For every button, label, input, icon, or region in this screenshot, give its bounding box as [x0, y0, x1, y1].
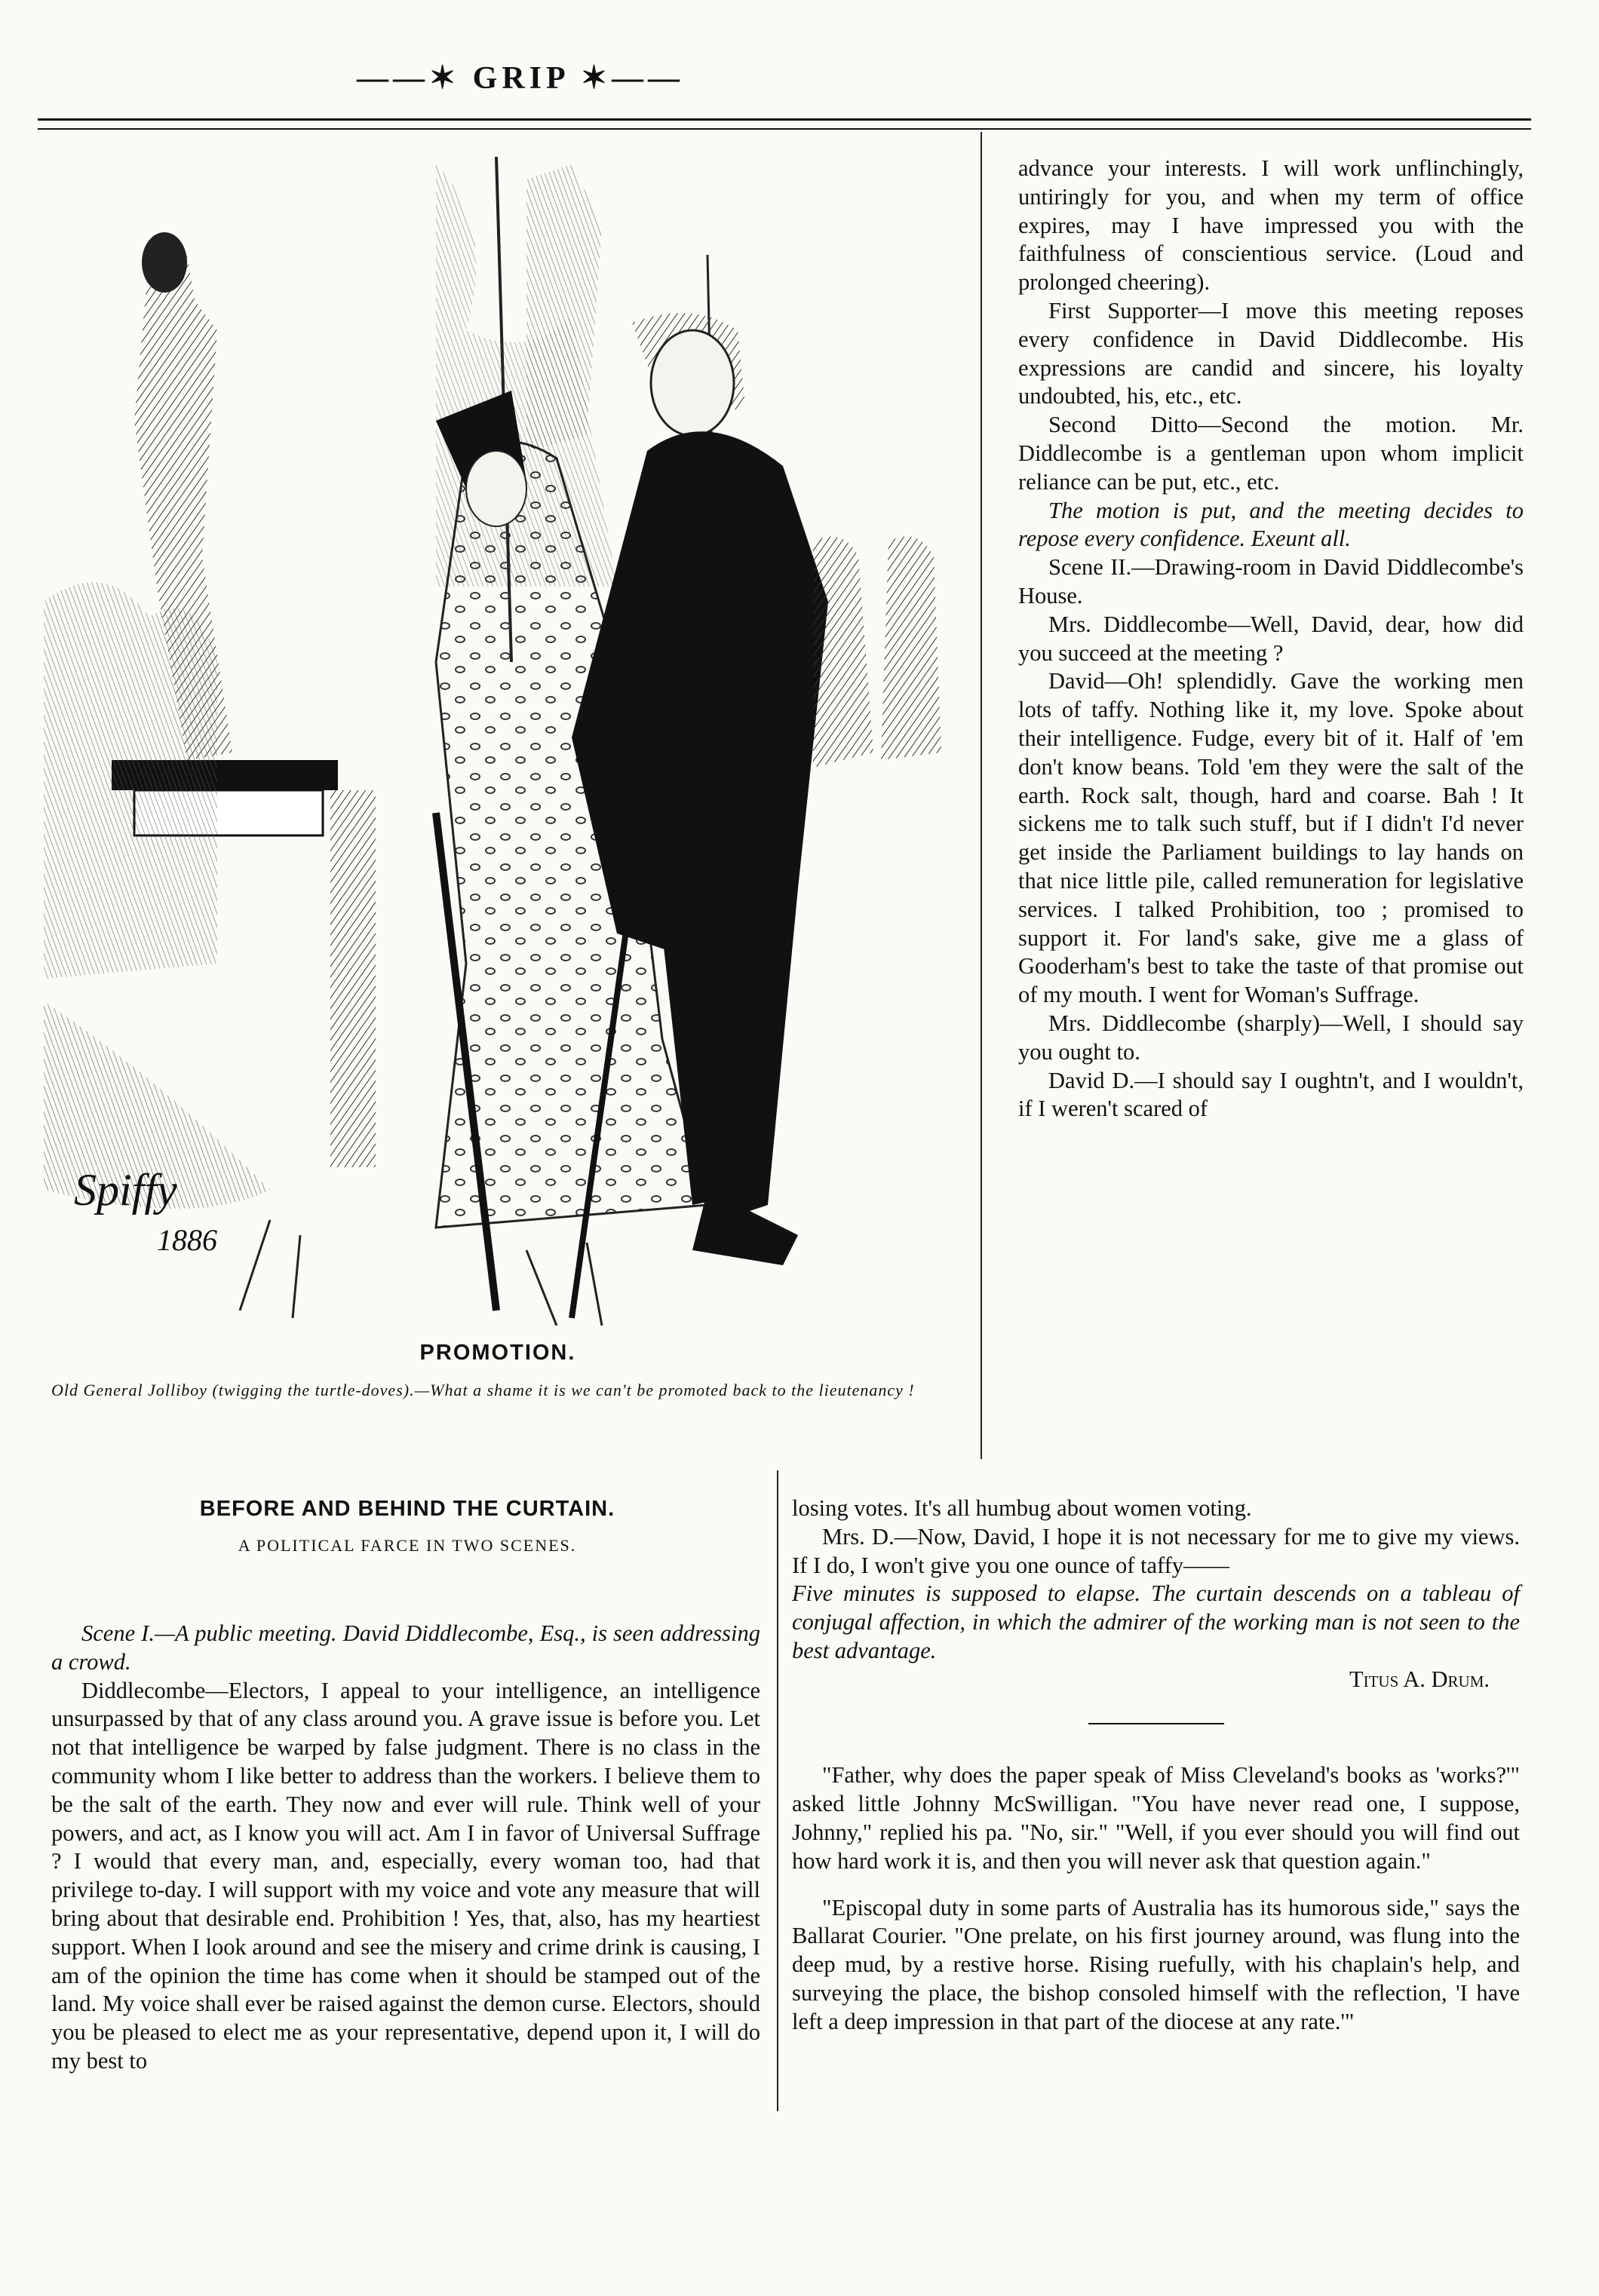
right-column — [1018, 155, 1524, 1123]
paragraph: advance your interests. I will work unflinchingly, untiringly for you, and when my term of office expires, may I have impressed you with the faithfulness of conscientious service. (Loud and prolonged cheering). — [1018, 155, 1524, 296]
news-item: "Episcopal duty in some parts of Australia has its humorous side," says the Ballarat Courier. "One prelate, on his first journey around, was flung into the deep mud, by a restive horse. Rising ruefully, with his chaplain's help, and surveying the place, the bishop consoled himself with the reflection, 'I have left a deep impression in that part of the diocese at any rate.'" — [792, 1894, 1520, 2034]
article-subtitle: A POLITICAL FARCE IN TWO SCENES. — [238, 1536, 577, 1555]
caption-text: Old General Jolliboy (twigging the turtle-doves).—What a shame it is we can't be promoted back to the lieutenancy ! — [51, 1381, 915, 1399]
column-divider-lower — [777, 1470, 778, 2111]
separator — [792, 1708, 1520, 1737]
author-signature: Titus A. Drum. — [1349, 1666, 1490, 1692]
column-divider — [981, 132, 982, 1459]
paragraph: David—Oh! splendidly. Gave the working men lots of taffy. Nothing like it, my love. Spoke about their intelligence. Fudge, every bit of it. Half of 'em don't know beans. Told 'em they were the salt of the earth. Rock salt, though, hard and coarse. Bah ! It sickens me to talk such stuff, but if I didn't I'd never get inside the Parliament buildings to lay hands on that nice little pile, called remuneration for legislative services. I talked Prohibition, too ; promised to support it. For land's sake, give me a glass of Gooderham's best to take the taste of that promise out of my mouth. I went for Woman's Suffrage. — [1018, 668, 1524, 1008]
header-rule — [38, 118, 1531, 121]
scene-heading: Scene II.—Drawing-room in David Diddlecombe's House. — [1018, 554, 1524, 608]
svg-text:Spiffy: Spiffy — [74, 1165, 177, 1215]
speech: Diddlecombe—Electors, I appeal to your intelligence, an intelligence unsurpassed by that of any class around you. A grave issue is before you. Let not that intelligence be warped by false judgment. There is no class in the community whom I like better to address than the workers. I believe them to be the salt of the earth. They now and ever will rule. Think well of your powers, and act, as I know you will act. Am I in favor of Universal Suffrage ? I would that every man, and, especially, every woman too, had that privilege to-day. I will support with my voice and vote any measure that will bring about that desirable end. Prohibition ! Yes, that, also, has my heartiest support. When I look around and see the misery and crime drink is causing, I am of the opinion the time has come when it should be stamped out of the land. My voice shall ever be raised against the demon curse. Electors, should you be pleased to elect me as your representative, depend upon it, I will do my best to — [51, 1677, 760, 2074]
paragraph: Mrs. Diddlecombe (sharply)—Well, I should say you ought to. — [1018, 1010, 1524, 1065]
stage-direction: The motion is put, and the meeting decides to repose every confidence. Exeunt all. — [1018, 497, 1524, 552]
paragraph: David D.—I should say I oughtn't, and I wouldn't, if I weren't scared of — [1018, 1067, 1524, 1122]
illustration — [44, 134, 949, 1326]
paragraph: losing votes. It's all humbug about women voting. — [792, 1495, 1252, 1521]
caption-title: PROMOTION. — [419, 1341, 576, 1365]
scene-heading: Scene I.—A public meeting. David Diddlecombe, Esq., is seen addressing a crowd. — [51, 1620, 760, 1675]
stage-direction: Five minutes is supposed to elapse. The curtain descends on a tableau of conjugal affection, in which the admirer of the working man is not seen to the best advantage. — [792, 1580, 1520, 1663]
paragraph: Mrs. Diddlecombe—Well, David, dear, how did you succeed at the meeting ? — [1018, 611, 1524, 666]
article-title: BEFORE AND BEHIND THE CURTAIN. — [199, 1497, 615, 1521]
news-item: "Father, why does the paper speak of Miss Cleveland's books as 'works?'" asked little Johnny McSwilligan. "You have never read one, I suppose, Johnny," replied his pa. "No, sir." "Well, if you ever should you will find out how hard work it is, and then you will never ask that question again." — [792, 1762, 1520, 1874]
middle-column — [792, 1494, 1520, 2037]
left-column — [51, 1620, 760, 2076]
paragraph: Mrs. D.—Now, David, I hope it is not necessary for me to give my views. If I do, I won't give you one ounce of taffy—— — [792, 1523, 1520, 1578]
header-rule-thin — [38, 128, 1531, 130]
masthead: ——✶ GRIP ✶—— — [356, 61, 685, 96]
paragraph: Second Ditto—Second the motion. Mr. Diddlecombe is a gentleman upon whom implicit reliance can be put, etc., etc. — [1018, 412, 1524, 495]
cartoon-illustration — [44, 134, 949, 1326]
illustration-date: 1886 — [157, 1223, 217, 1257]
paragraph: First Supporter—I move this meeting reposes every confidence in David Diddlecombe. His expressions are candid and sincere, his loyalty undoubted, his, etc., etc. — [1018, 297, 1524, 409]
